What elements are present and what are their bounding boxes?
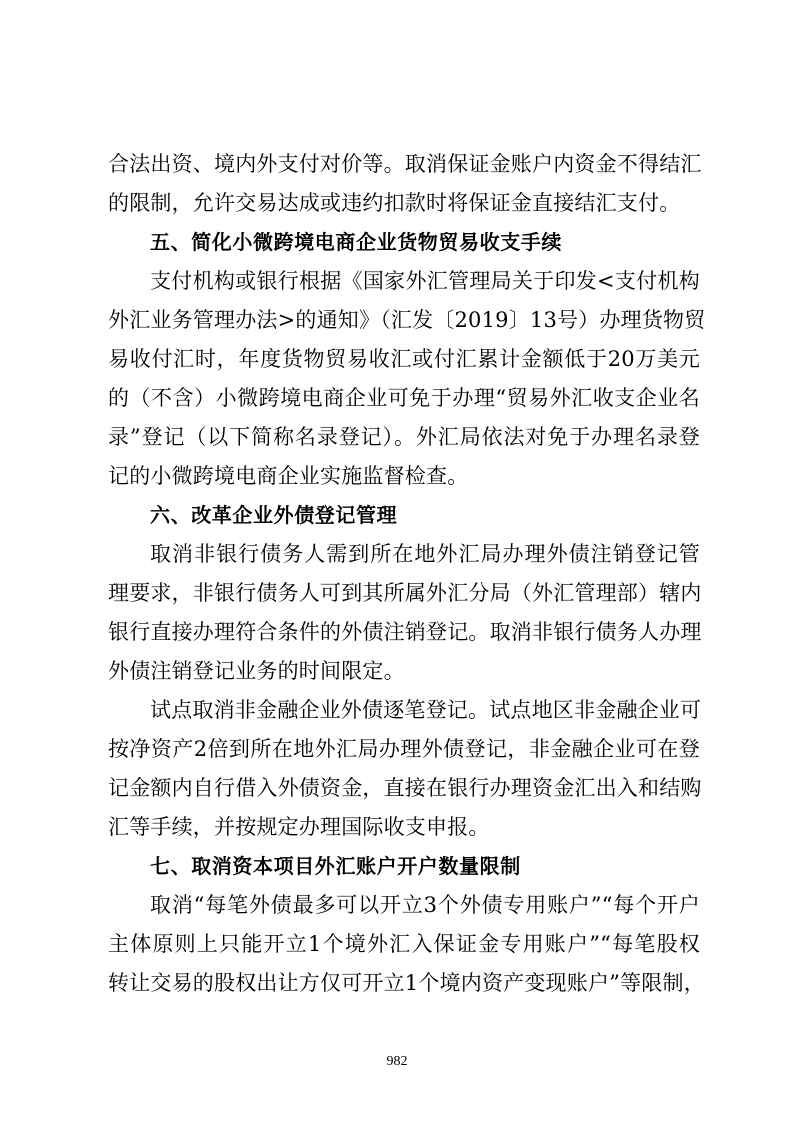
text-line: 按净资产2倍到所在地外汇局办理外债登记，非金融企业可在登 [108,737,700,761]
text-line: 的限制，允许交易达成或违约扣款时将保证金直接结汇支付。 [108,191,681,215]
text-line: 外债注销登记业务的时间限定。 [108,659,405,683]
text-line: 外汇业务管理办法>的通知》（汇发〔2019〕13号）办理货物贸 [108,308,706,332]
page-number: 982 [386,1054,408,1069]
text-line: 试点取消非金融企业外债逐笔登记。试点地区非金融企业可 [150,698,702,722]
section-heading: 五、简化小微跨境电商企业货物贸易收支手续 [150,230,562,254]
text-line: 取消非银行债务人需到所在地外汇局办理外债注销登记管 [150,542,700,566]
text-line: 理要求，非银行债务人可到其所属外汇分局（外汇管理部）辖内 [108,581,702,605]
section-heading: 七、取消资本项目外汇账户开户数量限制 [150,854,521,878]
text-line: 支付机构或银行根据《国家外汇管理局关于印发<支付机构 [150,269,700,293]
text-line: 合法出资、境内外支付对价等。取消保证金账户内资金不得结汇 [108,152,702,176]
text-line: 转让交易的股权出让方仅可开立1个境内资产变现账户”等限制， [108,971,705,995]
text-line: 易收付汇时，年度货物贸易收汇或付汇累计金额低于20万美元 [108,347,700,371]
text-line: 录”登记（以下简称名录登记）。外汇局依法对免于办理名录登 [108,425,700,449]
text-line: 记金额内自行借入外债资金，直接在银行办理资金汇出入和结购 [108,776,702,800]
text-line: 汇等手续，并按规定办理国际收支申报。 [108,815,490,839]
text-line: 取消“每笔外债最多可以开立3个外债专用账户”“每个开户 [150,893,700,917]
text-line: 的（不含）小微跨境电商企业可免于办理“贸易外汇收支企业名 [108,386,700,410]
section-heading: 六、改革企业外债登记管理 [150,503,398,527]
text-line: 银行直接办理符合条件的外债注销登记。取消非银行债务人办理 [108,620,702,644]
text-line: 记的小微跨境电商企业实施监督检查。 [108,464,469,488]
text-line: 主体原则上只能开立1个境外汇入保证金专用账户”“每笔股权 [108,932,700,956]
